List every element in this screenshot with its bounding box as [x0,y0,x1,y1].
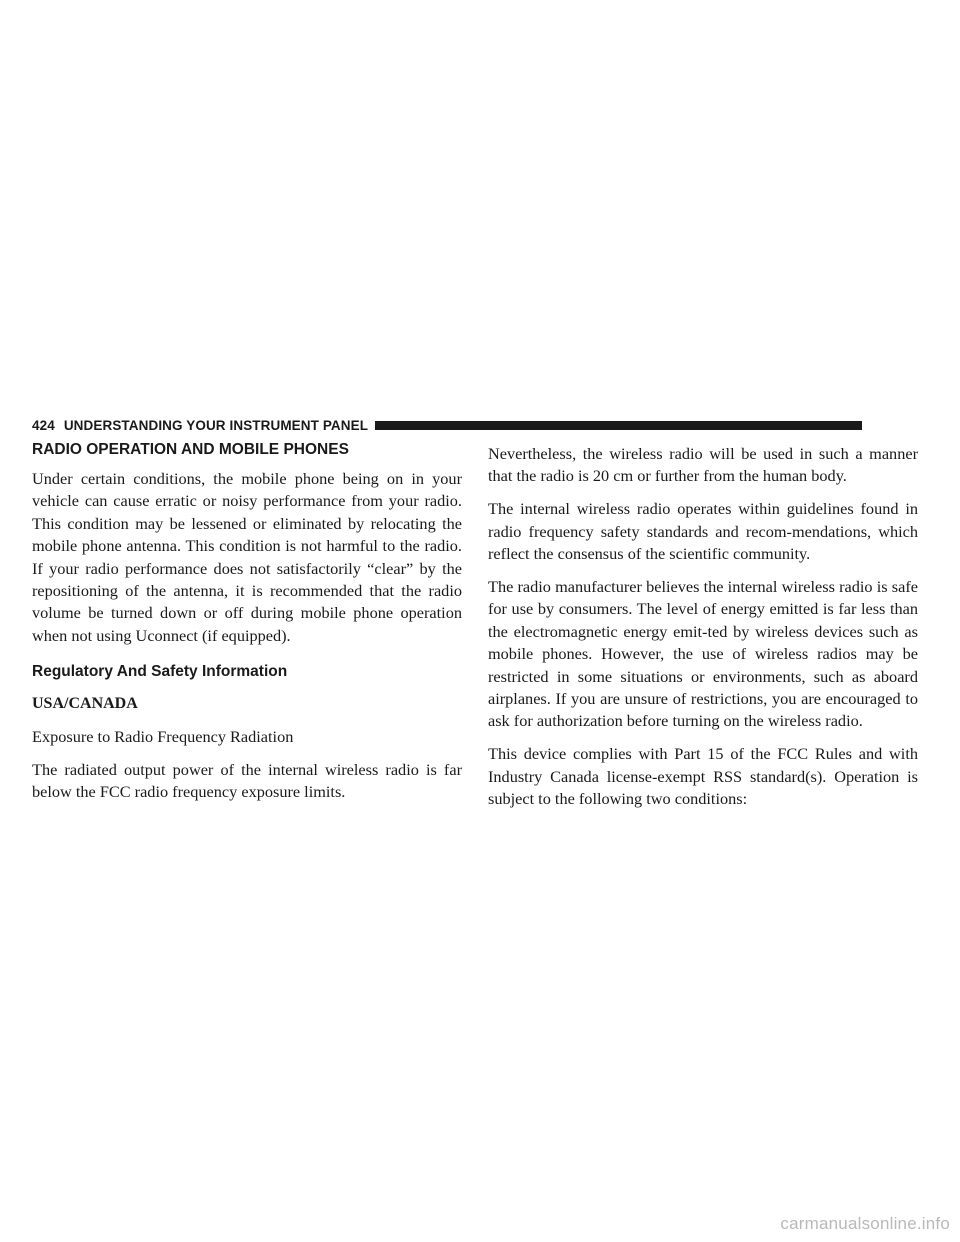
compliance-paragraph: This device complies with Part 15 of the FCC Rules and with Industry Canada license-exempt RSS standard(s). Operation is subject to the following two conditions: [488,744,918,809]
left-column [32,440,462,814]
safety-paragraph: The radio manufacturer believes the internal wireless radio is safe for use by consumers. The level of energy emitted is far less than the electromagnetic energy emit-ted by wireless devices such as mobile phones. However, the use of wireless radios may be restricted in some situations or environments, such as aboard airplanes. If you are unsure of restrictions, you are encouraged to ask for authorization before turning on the wireless radio. [488,577,918,731]
watermark-text: carmanualsonline.info [780,1214,950,1233]
region-heading: USA/CANADA [32,695,138,713]
guidelines-paragraph: The internal wireless radio operates within guidelines found in radio frequency safety standards and recom-mendations, which reflect the consensus of the scientific community. [488,499,918,564]
radio-interference-paragraph: Under certain conditions, the mobile phone being on in your vehicle can cause erratic or noisy performance from your radio. This condition may be lessened or eliminated by relocating the mobile phone antenna. This condition is not harmful to the radio. If your radio performance does not satisfactorily “clear” by the repositioning of the antenna, it is recommended that the radio volume be turned down or off during mobile phone operation when not using Uconnect (if equipped). [32,469,462,645]
exposure-title: Exposure to Radio Frequency Radiation [32,727,294,747]
right-column [488,443,918,821]
distance-paragraph: Nevertheless, the wireless radio will be used in such a manner that the radio is 20 cm or further from the human body. [488,444,918,486]
page-number: 424 [32,417,55,433]
section-title: UNDERSTANDING YOUR INSTRUMENT PANEL [63,417,369,433]
regulatory-subheading: Regulatory And Safety Information [32,663,288,681]
output-power-paragraph: The radiated output power of the internal wireless radio is far below the FCC radio frequency exposure limits. [32,760,462,802]
header-rule [375,421,862,430]
page-header [32,417,862,433]
section-heading: RADIO OPERATION AND MOBILE PHONES [32,441,349,458]
